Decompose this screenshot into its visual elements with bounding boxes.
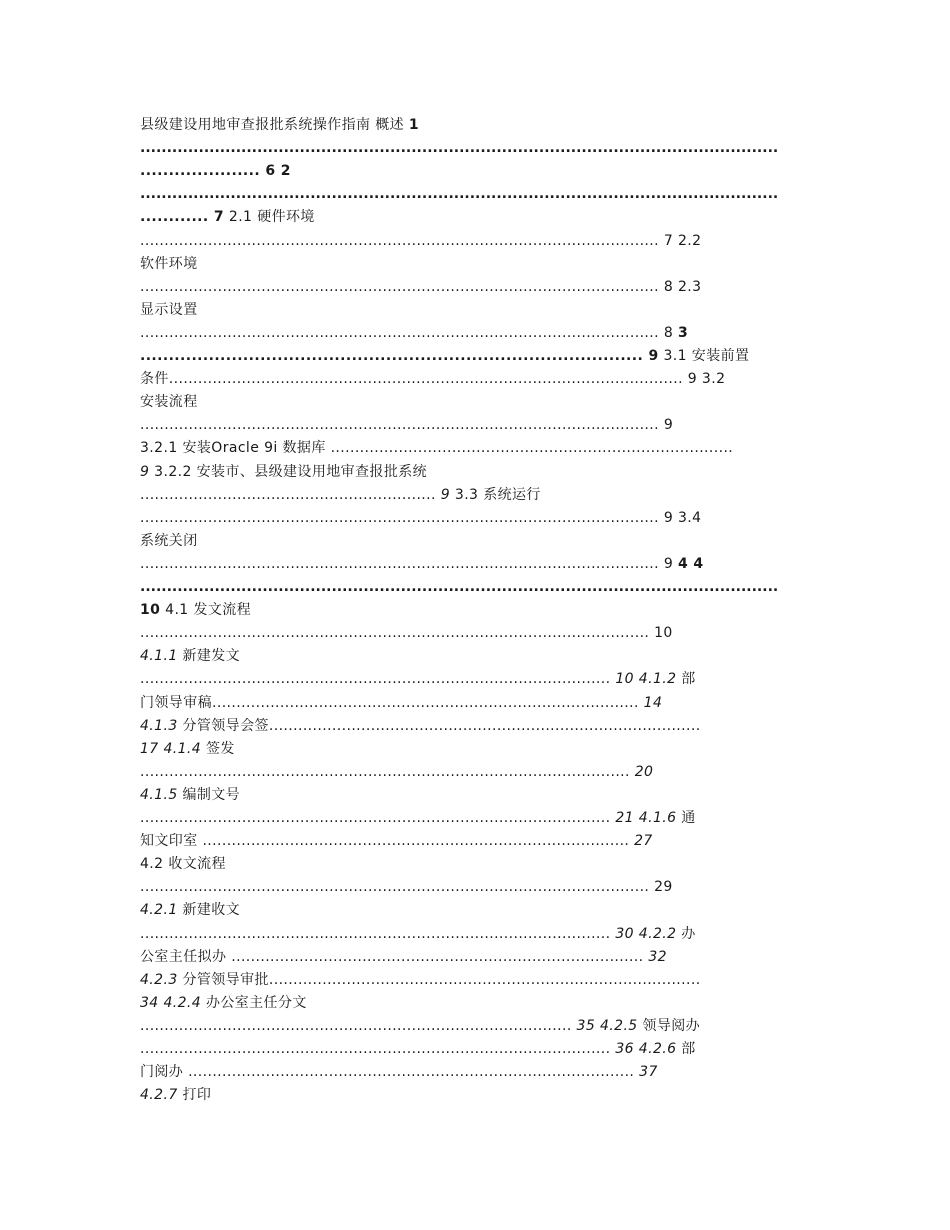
toc-line <box>140 599 815 622</box>
toc-text-segment: ......................................................................................... <box>140 1018 577 1034</box>
toc-text-segment: 14 <box>643 695 663 711</box>
toc-text-segment: 门领导审稿 <box>140 695 212 711</box>
toc-text-segment: 3.3 系统运行 <box>450 487 541 503</box>
toc-text-segment: 系统关闭 <box>140 533 198 549</box>
toc-line <box>140 160 815 183</box>
toc-text-segment: 17 4.1.4 <box>140 741 202 757</box>
toc-text-segment: 32 <box>648 949 667 965</box>
toc-text-segment: 37 <box>639 1064 658 1080</box>
toc-line <box>140 576 815 599</box>
toc-page <box>140 114 815 1124</box>
toc-line <box>140 345 815 368</box>
toc-text-segment: 34 4.2.4 <box>140 995 202 1011</box>
toc-line <box>140 784 815 807</box>
toc-text-segment: 公室主任拟办 <box>140 949 232 965</box>
toc-text-segment: 4.2 收文流程 <box>140 856 226 872</box>
toc-text-segment: ........................................................................................................... 8 2.3 <box>140 279 702 295</box>
toc-line <box>140 437 815 460</box>
toc-text-segment: 4.1.1 <box>140 648 178 664</box>
toc-text-segment: ................................................................................................. <box>140 810 616 826</box>
toc-text-segment: 3.1 安装前置 <box>658 348 750 364</box>
toc-text-segment: ........................................................................................................................ <box>140 140 779 156</box>
toc-line <box>140 761 815 784</box>
toc-line <box>140 299 815 322</box>
toc-text-segment: ......................................................................................... <box>268 718 701 734</box>
toc-text-segment: 办 <box>676 926 696 942</box>
toc-line <box>140 923 815 946</box>
toc-line <box>140 253 815 276</box>
toc-text-segment: ........................................................................................................................ <box>140 579 779 595</box>
toc-text-segment: 36 4.2.6 <box>615 1041 677 1057</box>
toc-line <box>140 1038 815 1061</box>
toc-text-segment: 35 4.2.5 <box>576 1018 638 1034</box>
toc-line <box>140 206 815 229</box>
toc-text-segment: 4.1 发文流程 <box>160 602 252 618</box>
toc-line <box>140 1084 815 1107</box>
toc-text-segment: 4.1.5 <box>140 787 178 803</box>
toc-text-segment: 签发 <box>201 741 235 757</box>
toc-text-segment: ......................................................................................................... 29 <box>140 879 673 895</box>
toc-text-segment: ............ 7 <box>140 209 225 225</box>
toc-text-segment: 10 4.1.2 <box>615 671 677 687</box>
toc-line <box>140 530 815 553</box>
toc-text-segment: 4.1.3 <box>140 718 178 734</box>
toc-line <box>140 183 815 206</box>
toc-line <box>140 1015 815 1038</box>
toc-line <box>140 692 815 715</box>
toc-line <box>140 853 815 876</box>
toc-line <box>140 645 815 668</box>
toc-line <box>140 738 815 761</box>
toc-text-segment: 办公室主任分文 <box>201 995 307 1011</box>
toc-line <box>140 899 815 922</box>
toc-text-segment: 部 <box>676 671 696 687</box>
toc-line <box>140 668 815 691</box>
toc-text-segment: 20 <box>634 764 654 780</box>
toc-line <box>140 507 815 530</box>
toc-text-segment: 9 <box>140 464 150 480</box>
toc-text-segment: 打印 <box>177 1087 212 1103</box>
toc-text-segment: ........................................................................................ <box>202 833 635 849</box>
toc-text-segment: ................................................................................................. <box>140 1041 616 1057</box>
toc-text-segment: 4.2.7 <box>140 1087 178 1103</box>
toc-line <box>140 622 815 645</box>
toc-text-segment: ........................................................................................ <box>212 695 644 711</box>
toc-text-segment: 分管领导审批 <box>177 972 269 988</box>
toc-text-segment: ..................................................................................... <box>231 949 649 965</box>
toc-line <box>140 414 815 437</box>
toc-text-segment: 21 4.1.6 <box>615 810 677 826</box>
toc-text-segment: 编制文号 <box>177 787 241 803</box>
toc-line <box>140 946 815 969</box>
toc-line <box>140 553 815 576</box>
toc-text-segment: 9 <box>440 487 451 503</box>
toc-line <box>140 830 815 853</box>
toc-text-segment: ................................................................................................. <box>140 671 616 687</box>
toc-line <box>140 1061 815 1084</box>
toc-text-segment: 县级建设用地审查报批系统操作指南 概述 <box>140 117 409 133</box>
toc-text-segment: ............................................................................................ <box>188 1064 640 1080</box>
toc-line <box>140 461 815 484</box>
toc-text-segment: ........................................................................................................... 9 3.4 <box>140 510 702 526</box>
toc-line <box>140 807 815 830</box>
toc-text-segment: 2.1 硬件环境 <box>224 209 315 225</box>
toc-text-segment: ......................................................................................... <box>268 972 701 988</box>
toc-line <box>140 484 815 507</box>
toc-text-segment: 4.2.1 <box>140 902 178 918</box>
toc-text-segment: 新建发文 <box>177 648 241 664</box>
toc-text-segment: 3.2.1 安装Oracle 9i 数据库 ................................................................................... <box>140 440 734 456</box>
toc-text-segment: 1 <box>408 117 420 133</box>
toc-text-segment: 部 <box>676 1041 696 1057</box>
toc-line <box>140 322 815 345</box>
toc-text-segment: ........................................................................................................................ <box>140 186 779 202</box>
toc-text-segment: 30 4.2.2 <box>615 926 677 942</box>
toc-text-segment: 通 <box>676 810 696 826</box>
toc-text-segment: ............................................................. <box>140 487 441 503</box>
toc-line <box>140 230 815 253</box>
toc-line <box>140 969 815 992</box>
toc-text-segment: 条件.......................................................................................................... 9 3.2 <box>140 371 726 387</box>
toc-text-segment: ........................................................................................................... 9 <box>140 556 678 572</box>
toc-line <box>140 876 815 899</box>
toc-text-segment: ........................................................................................ 9 <box>140 348 659 364</box>
toc-text-segment: ..................................................................................................... <box>140 764 635 780</box>
toc-text-segment: 27 <box>634 833 653 849</box>
toc-line <box>140 276 815 299</box>
toc-text-segment: 3.2.2 安装市、县级建设用地审查报批系统 <box>149 464 428 480</box>
toc-line <box>140 715 815 738</box>
toc-line <box>140 137 815 160</box>
toc-text-segment: ........................................................................................................... 9 <box>140 417 674 433</box>
toc-text-segment: 显示设置 <box>140 302 198 318</box>
toc-text-segment: ......................................................................................................... 10 <box>140 625 673 641</box>
toc-text-segment: 3 <box>677 325 689 341</box>
toc-text-segment: 新建收文 <box>177 902 241 918</box>
toc-text-segment: 知文印室 <box>140 833 203 849</box>
toc-text-segment: ..................... 6 2 <box>140 163 291 179</box>
toc-text-segment: 安装流程 <box>140 394 198 410</box>
toc-text-segment: 门阅办 <box>140 1064 189 1080</box>
toc-text-segment: 软件环境 <box>140 256 198 272</box>
toc-text-segment: 分管领导会签 <box>177 718 269 734</box>
toc-text-segment: 4.2.3 <box>140 972 178 988</box>
toc-text-segment: ........................................................................................................... 8 <box>140 325 678 341</box>
toc-text-segment: 领导阅办 <box>637 1018 701 1034</box>
toc-text-segment: ................................................................................................. <box>140 926 616 942</box>
toc-line <box>140 391 815 414</box>
toc-line <box>140 114 815 137</box>
toc-line <box>140 368 815 391</box>
toc-text-segment: ........................................................................................................... 7 2.2 <box>140 233 702 249</box>
toc-text-segment: 4 4 <box>677 556 704 572</box>
toc-line <box>140 992 815 1015</box>
toc-text-segment: 10 <box>140 602 161 618</box>
